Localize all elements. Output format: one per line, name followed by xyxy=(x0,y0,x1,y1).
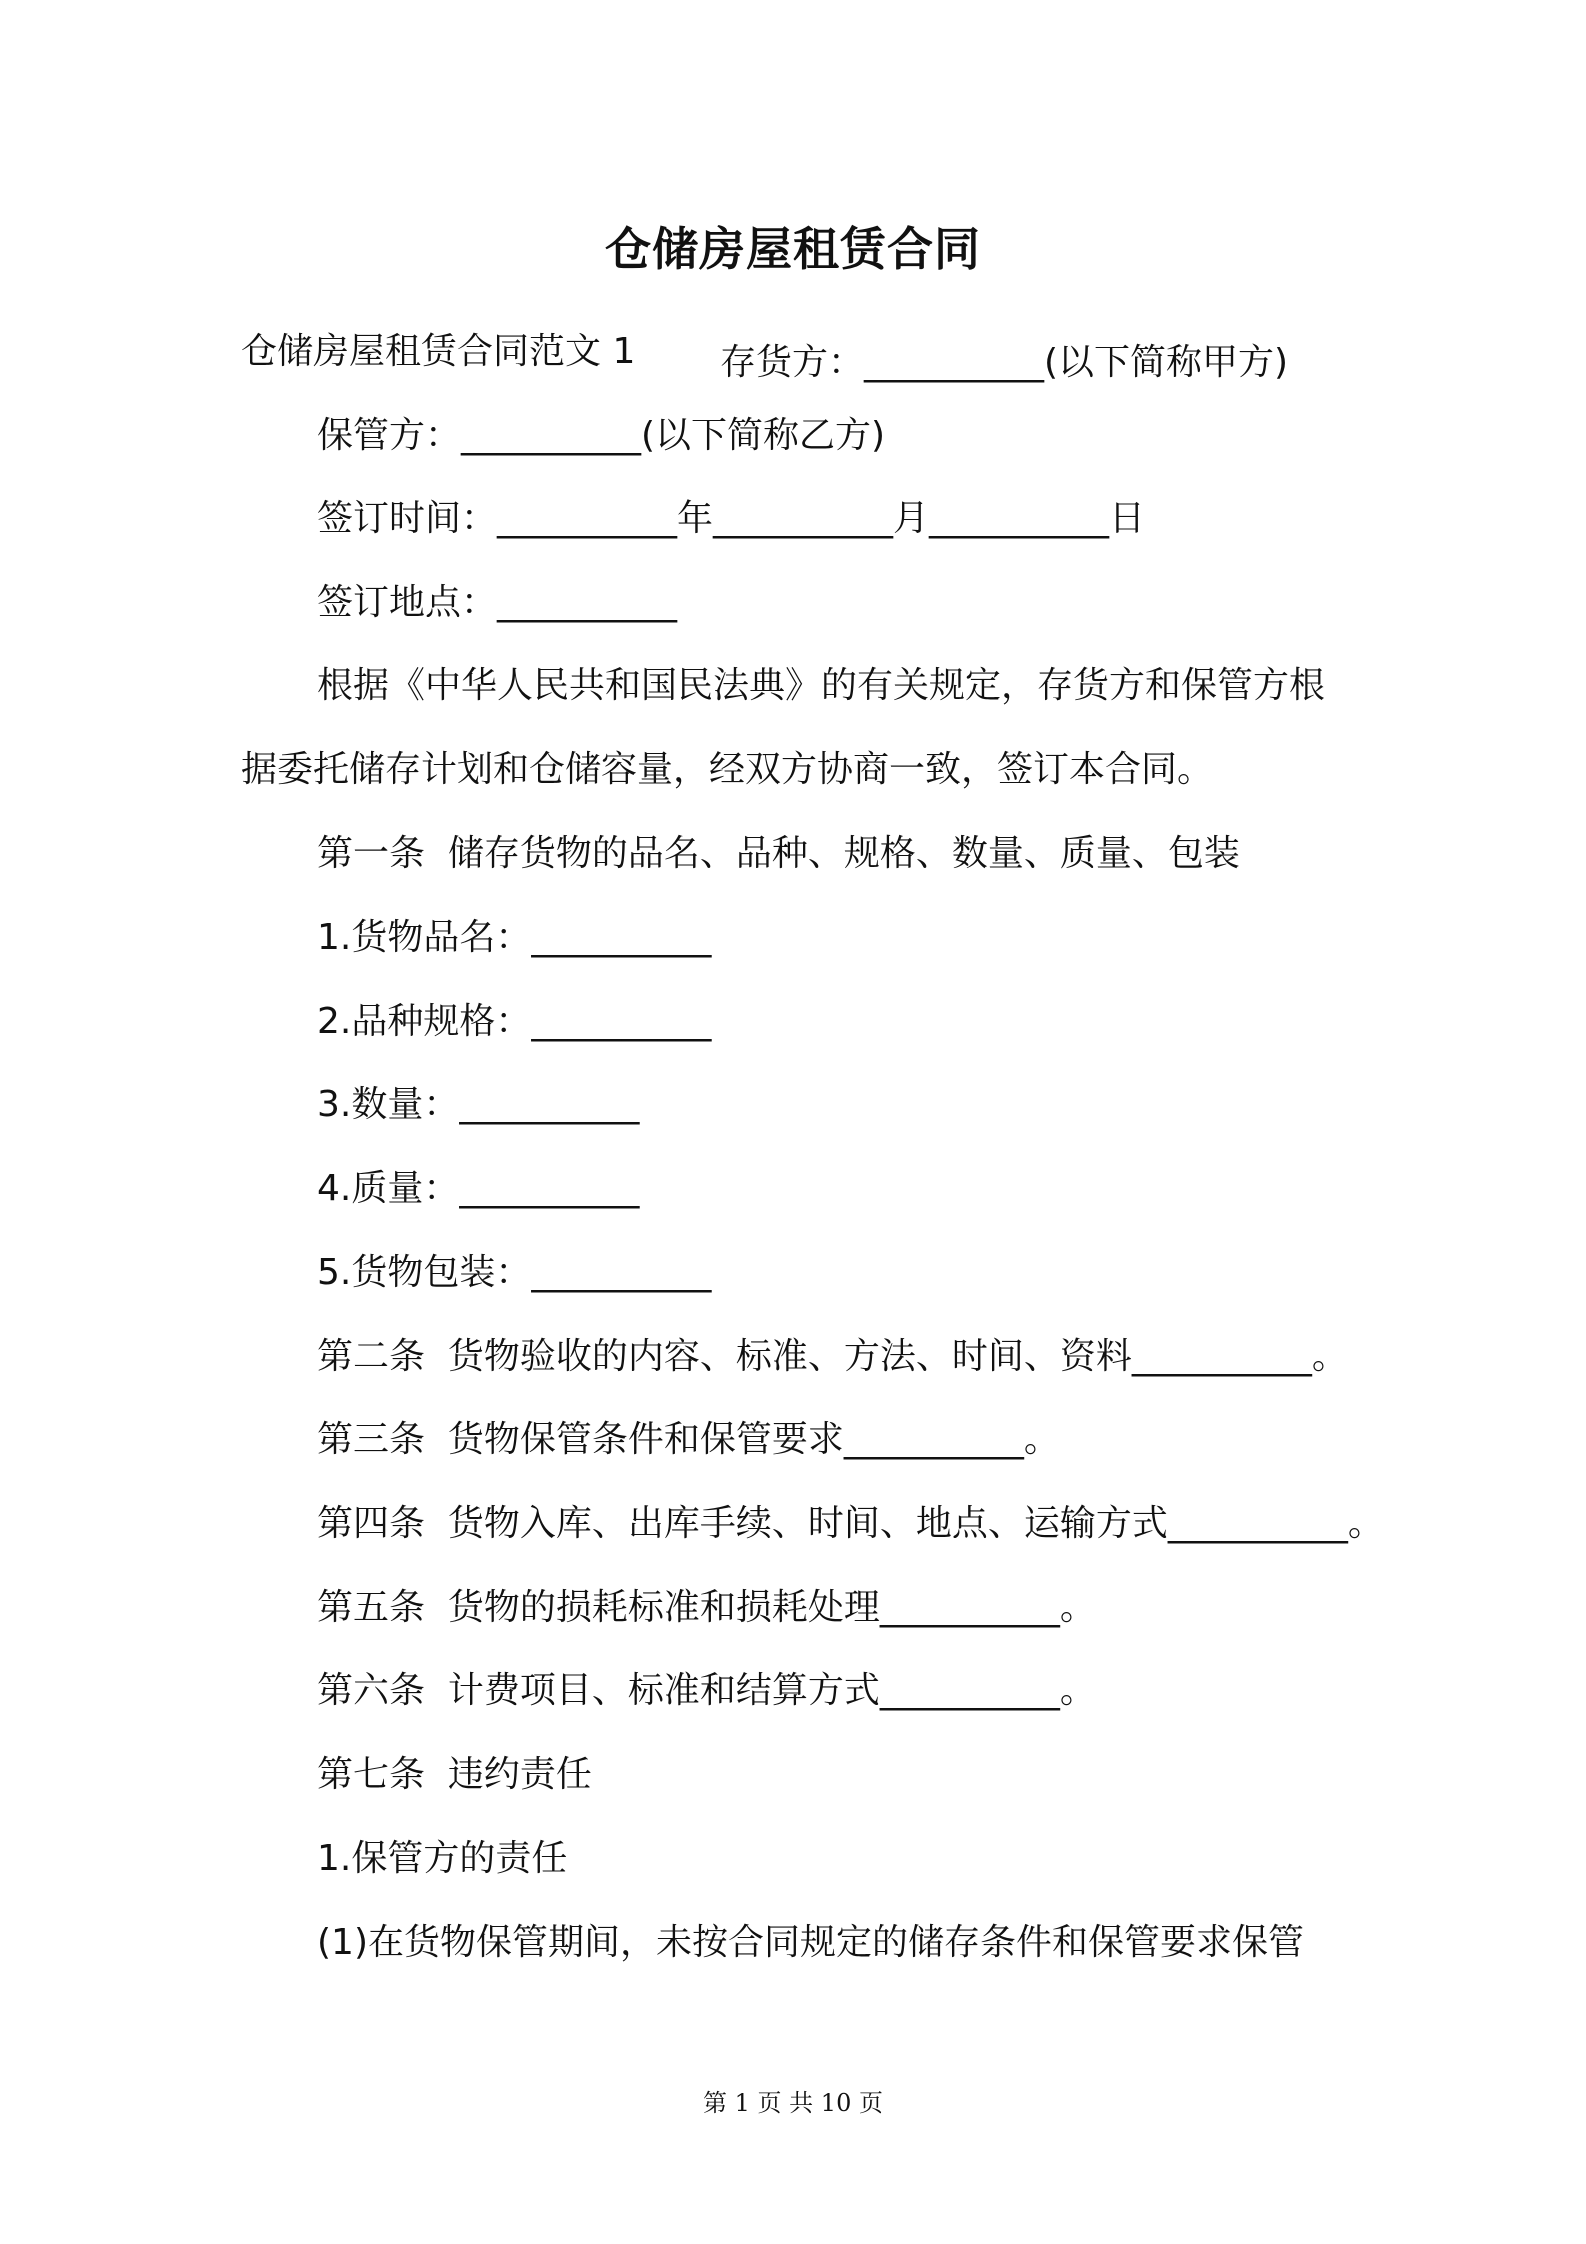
preamble-line-1: 根据《中华人民共和国民法典》的有关规定，存货方和保管方根 xyxy=(317,665,1326,706)
article-4: 第四条 货物入库、出库手续、时间、地点、运输方式__________。 xyxy=(317,1503,1384,1544)
article-7-heading: 第七条 违约责任 xyxy=(317,1754,592,1795)
article-6: 第六条 计费项目、标准和结算方式__________。 xyxy=(317,1670,1096,1711)
article-7-clause-1: (1)在货物保管期间，未按合同规定的储存条件和保管要求保管 xyxy=(317,1922,1304,1963)
document-title: 仓储房屋租赁合同 xyxy=(605,222,981,276)
signing-date-line: 签订时间：__________年__________月__________日 xyxy=(317,498,1146,539)
article-3: 第三条 货物保管条件和保管要求__________。 xyxy=(317,1419,1060,1460)
article-1-item-1: 1.货物品名：__________ xyxy=(317,917,712,958)
article-1-item-5: 5.货物包装：__________ xyxy=(317,1252,712,1293)
article-5: 第五条 货物的损耗标准和损耗处理__________。 xyxy=(317,1587,1096,1628)
page-footer: 第 1 页 共 10 页 xyxy=(703,2089,883,2117)
article-1-heading: 第一条 储存货物的品名、品种、规格、数量、质量、包装 xyxy=(317,833,1240,874)
article-1-item-3: 3.数量：__________ xyxy=(317,1084,640,1125)
sample-heading: 仓储房屋租赁合同范文 1 xyxy=(241,331,636,372)
preamble-line-2: 据委托储存计划和仓储容量，经双方协商一致，签订本合同。 xyxy=(241,749,1214,790)
article-2: 第二条 货物验收的内容、标准、方法、时间、资料__________。 xyxy=(317,1336,1348,1377)
article-7-item-1: 1.保管方的责任 xyxy=(317,1838,568,1879)
article-1-item-2: 2.品种规格：__________ xyxy=(317,1001,712,1042)
custodian-line: 保管方：__________(以下简称乙方) xyxy=(317,415,886,456)
signing-place-line: 签订地点：__________ xyxy=(317,582,678,623)
depositor-line: 存货方：__________(以下简称甲方) xyxy=(720,342,1289,383)
article-1-item-4: 4.质量：__________ xyxy=(317,1168,640,1209)
